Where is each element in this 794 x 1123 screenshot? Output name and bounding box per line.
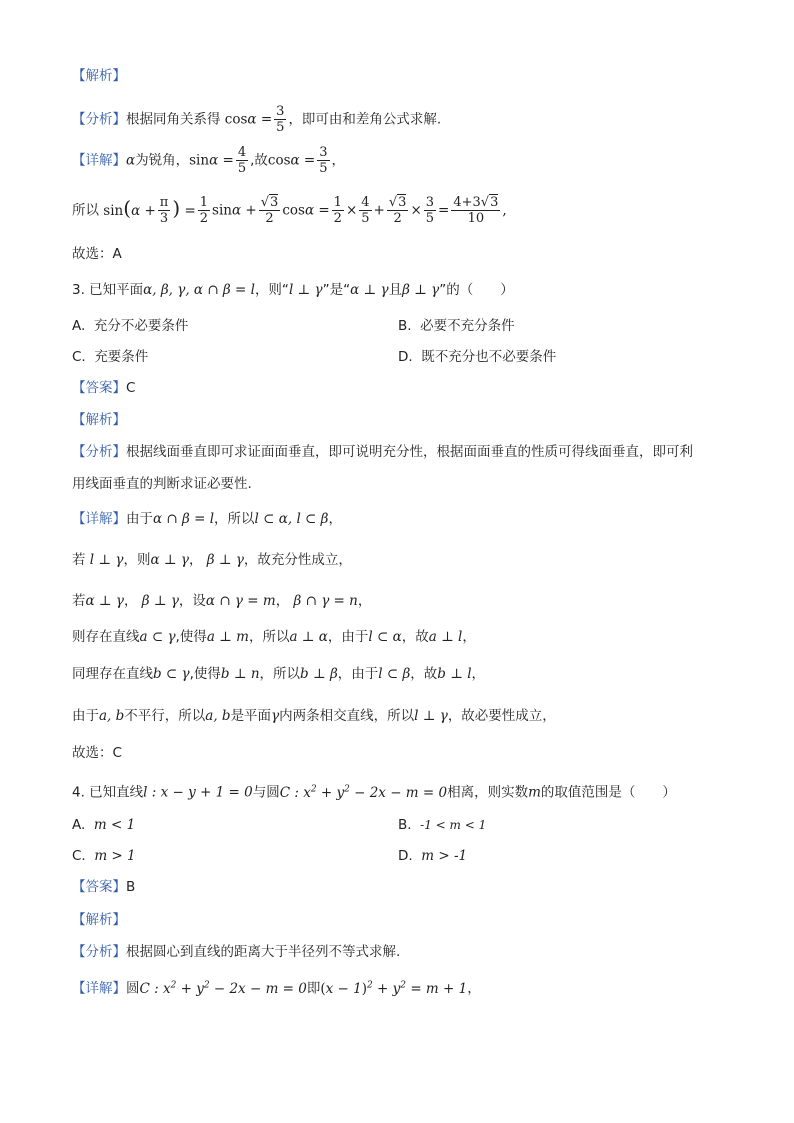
q3-xj-1: 【详解】由于α ∩ β = l，所以l ⊂ α, l ⊂ β， [72,511,342,527]
formula: sin(α + [103,195,156,220]
q4-option-d[interactable]: D. m > -1 [398,848,468,864]
q3-option-c[interactable]: C. 充要条件 [72,349,149,365]
q4-xiangjie: 【详解】圆C : $x^2 + y^2 - 2x - m = 0$即$(x - 1)^2 + y^2 = m + 1$， [72,980,481,997]
q3-option-b[interactable]: B. 必要不充分条件 [398,318,515,334]
q2-jiexi-heading [72,66,126,86]
q3-jiexi-heading: 【解析】 [72,412,126,428]
q4-option-c[interactable]: C. m > 1 [72,848,136,864]
q3-option-a[interactable]: A. 充分不必要条件 [72,318,189,334]
q3-option-d[interactable]: D. 既不充分也不必要条件 [398,349,557,365]
fraction: $\frac{3}{5}$ [276,104,285,135]
q2-suoyi-line: 所以 sin(α + $\frac{\pi}{3}$ ) = $\frac{1}{2}$ sinα + $\frac{√3}{2}$ cosα = $\frac{1}{2}$ × $\frac{4}{5}$ + $\frac{√3}{2}$ × $\frac{3}{5}$ = $\frac{4+3√3}{10}$ , [72,195,507,226]
q3-xj-6: 由于a, b不平行，所以a, b是平面γ内两条相交直线，所以l ⊥ γ，故必要性成立， [72,708,556,724]
q3-fenxi-2: 用线面垂直的判断求证必要性. [72,476,252,492]
q2-answer-line: 故选：A [72,246,122,262]
q4-fenxi: 【分析】根据圆心到直线的距离大于半径列不等式求解. [72,944,401,960]
q4-option-b[interactable]: B. -1 < m < 1 [398,817,487,833]
q4-jiexi-heading: 【解析】 [72,912,126,928]
q3-xj-5: 同理存在直线b ⊂ γ,使得b ⊥ n，所以b ⊥ β，由于l ⊂ β，故b ⊥ l， [72,666,486,682]
q2-fenxi-line: 【分析】根据同角关系得 cosα = $\frac{3}{5}$ ，即可由和差角公式求解. [72,104,442,135]
q3-xuan: 故选：C [72,745,122,761]
xiangjie-tag: 【详解】 [72,152,126,169]
q4-answer: 【答案】B [72,879,136,895]
formula: cosα = [224,111,273,128]
q2-xiangjie-line: 【详解】α为锐角，sinα = $\frac{4}{5}$ ,故cosα = $\frac{3}{5}$ ， [72,145,346,176]
q3-fenxi-1: 【分析】根据线面垂直即可求证面面垂直，即可说明充分性，根据面面垂直的性质可得线面垂直，即可利 [72,444,693,460]
q3-xj-3: 若α ⊥ γ， β ⊥ γ，设α ∩ γ = m， β ∩ γ = n， [72,593,372,609]
q4-option-a[interactable]: A. m < 1 [72,817,136,833]
fenxi-tag: 【分析】 [72,111,126,128]
q3-answer: 【答案】C [72,380,136,396]
q3-stem: 3. 已知平面α, β, γ, α ∩ β = l，则“l ⊥ γ”是“α ⊥ γ且β ⊥ γ”的（ ） [72,282,514,298]
q3-xj-2: 若 l ⊥ γ，则α ⊥ γ， β ⊥ γ，故充分性成立， [72,552,352,568]
q4-stem: 4. 已知直线l : x − y + 1 = 0与圆C : $x^2 + y^2 - 2x - m = 0$相离，则实数m的取值范围是（ ） [72,784,676,801]
jiexi-tag: 【解析】 [72,68,126,84]
q3-xj-4: 则存在直线a ⊂ γ,使得a ⊥ m，所以a ⊥ α，由于l ⊂ α，故a ⊥ l， [72,629,476,645]
